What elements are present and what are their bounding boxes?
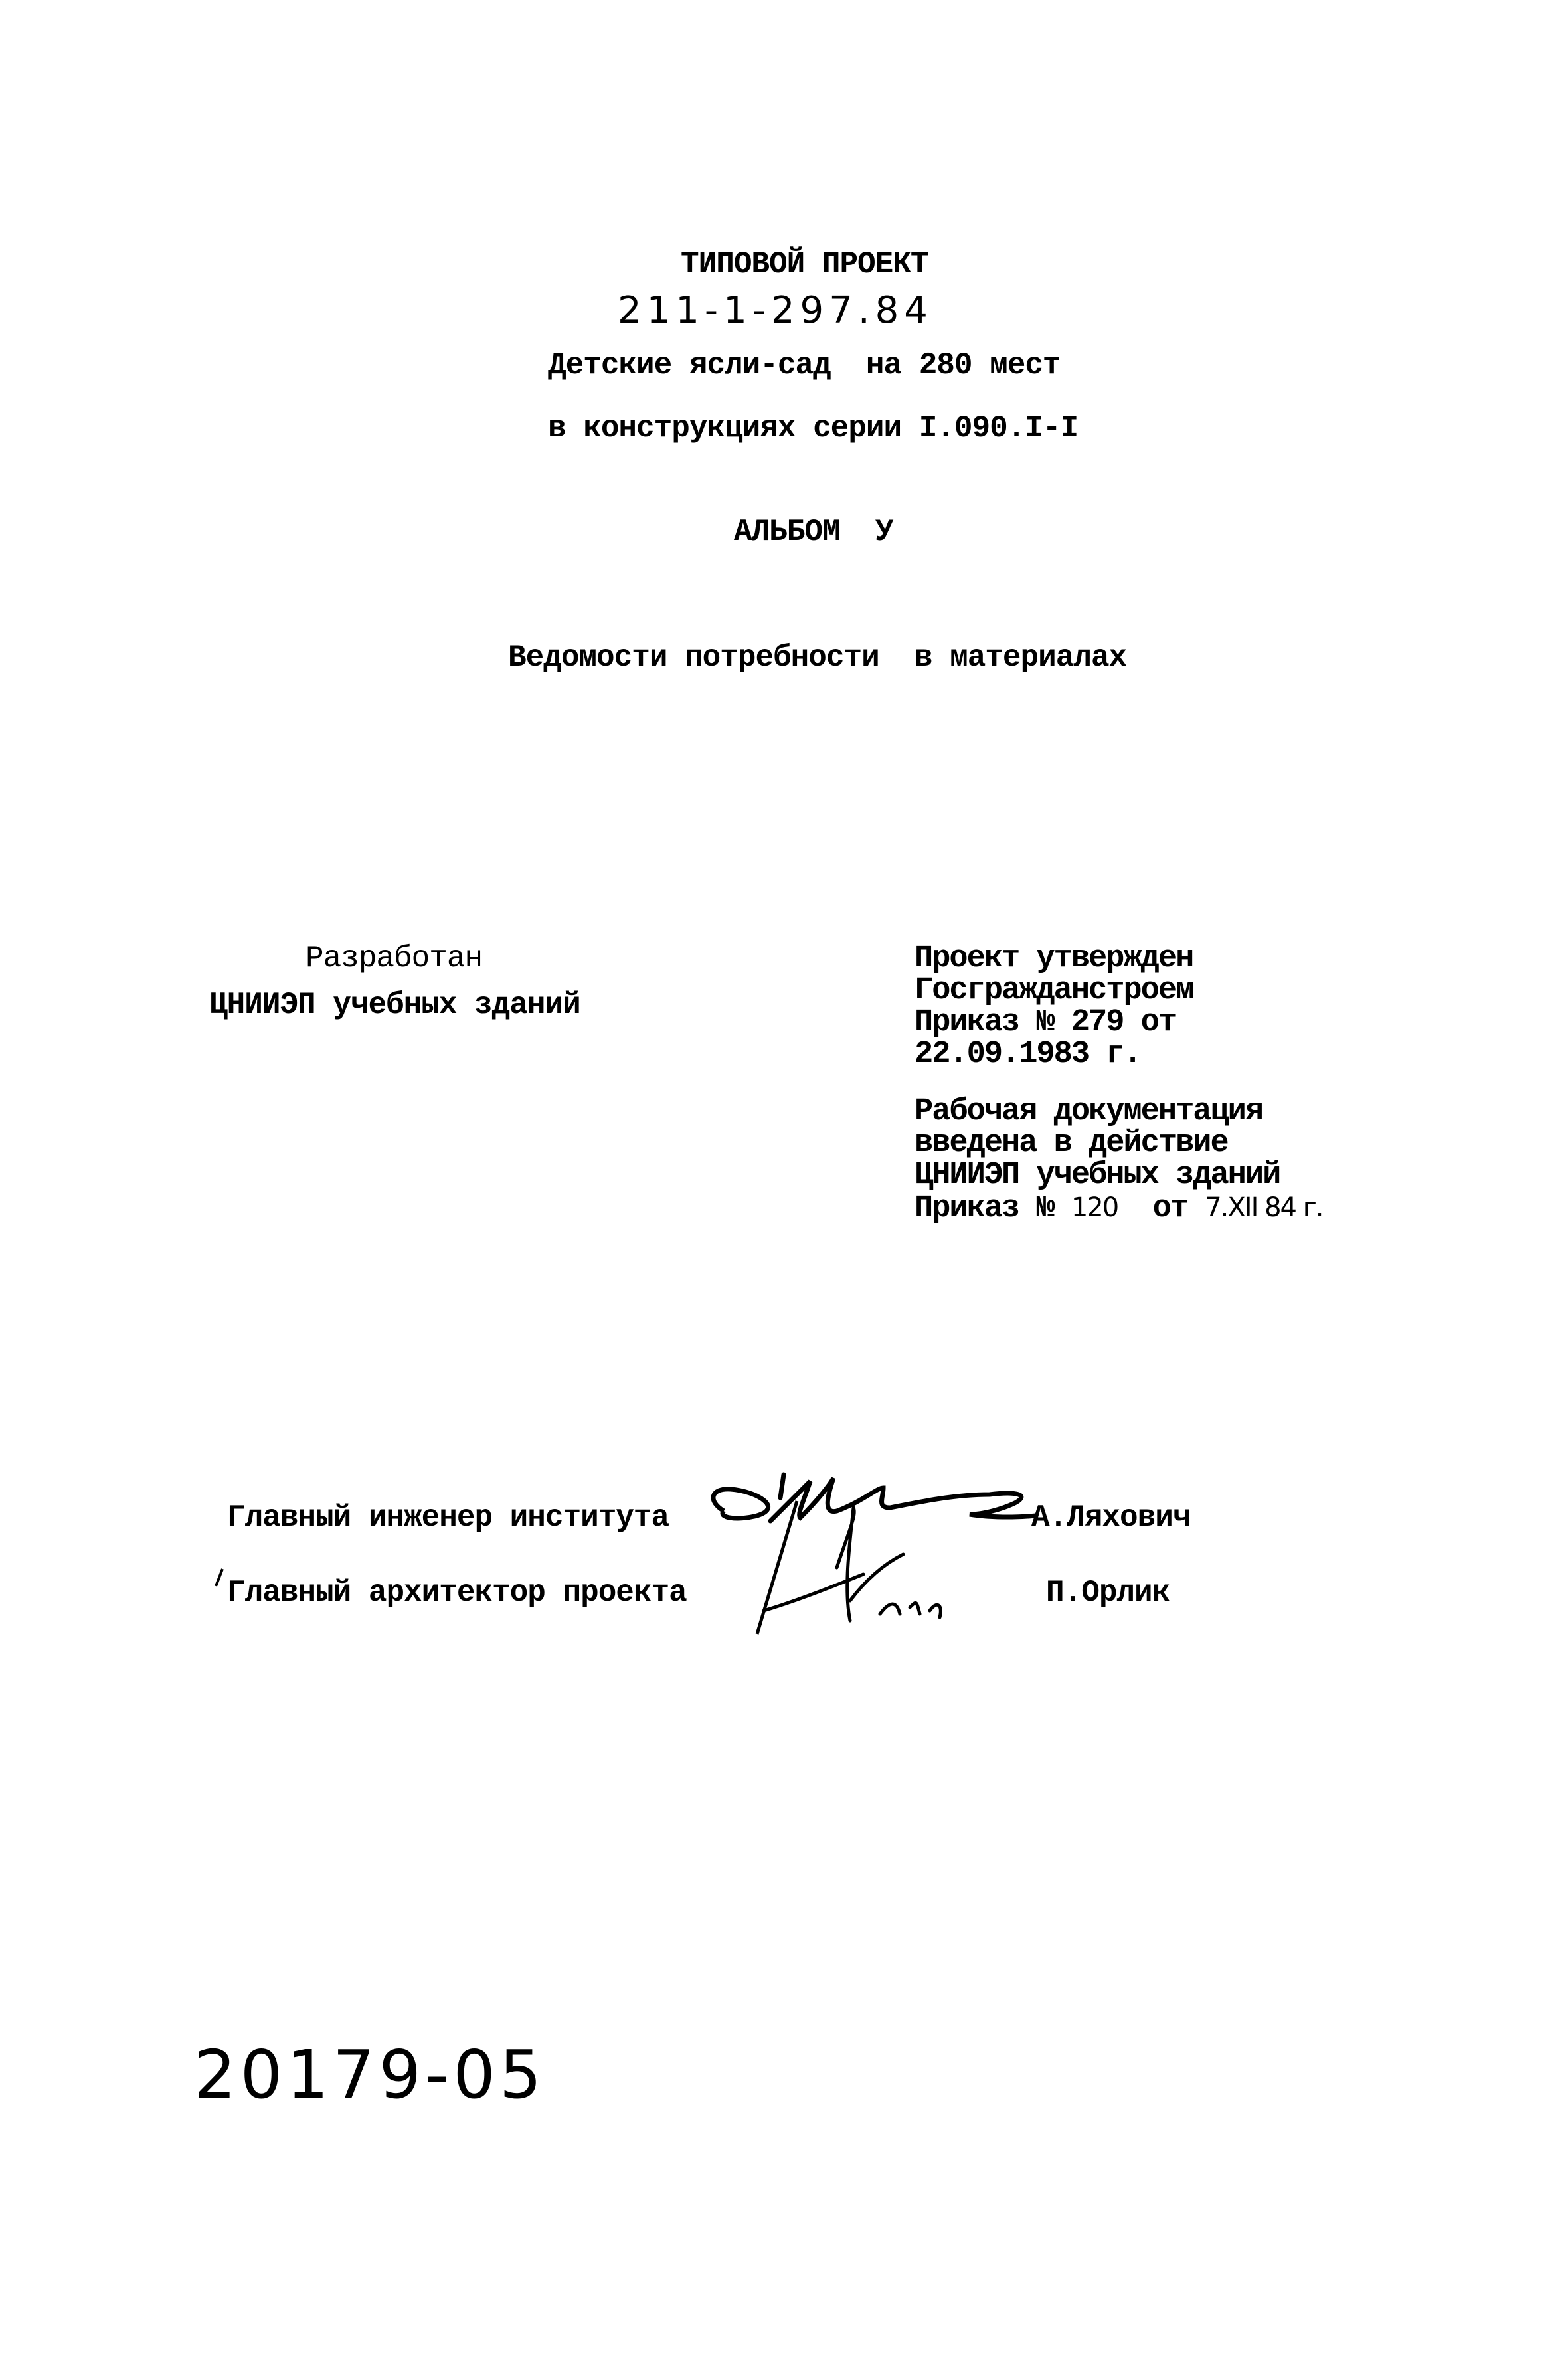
enactment-line: Рабочая документация [915, 1094, 1263, 1129]
doc-type-title: ТИПОВОЙ ПРОЕКТ [681, 247, 928, 282]
signature-role-chief-architect: Главный архитектор проекта [227, 1576, 687, 1610]
approval-line: Приказ № 279 от [915, 1005, 1176, 1040]
enactment-block [915, 1096, 1322, 1225]
order-date-prefix: от [1118, 1191, 1205, 1226]
inventory-number: 20179-05 [194, 2036, 546, 2114]
enactment-line: ЦНИИЭП учебных зданий [915, 1158, 1280, 1193]
developer-label: Разработан [305, 941, 483, 976]
developer-org: ЦНИИЭП учебных зданий [209, 988, 580, 1022]
margin-tick-mark [213, 1568, 226, 1587]
approval-line: Госгражданстроем [915, 973, 1193, 1008]
project-subtitle-2: в конструкциях серии I.090.I-I [548, 411, 1079, 446]
approval-line: Проект утвержден [915, 941, 1193, 976]
signature-name-chief-engineer: А.Ляхович [1031, 1500, 1191, 1535]
project-number: 211-1-297.84 [618, 289, 933, 332]
project-subtitle-1: Детские ясли-сад на 280 мест [548, 348, 1061, 383]
album-title: Ведомости потребности в материалах [508, 640, 1127, 675]
signature-role-chief-engineer: Главный инженер института [227, 1500, 669, 1535]
order-prefix: Приказ № [915, 1191, 1071, 1226]
order-number: 120 [1071, 1192, 1118, 1223]
order-date: 7.XII 84 г. [1205, 1192, 1323, 1223]
album-number: АЛЬБОМ У [734, 515, 893, 549]
approval-line: 22.09.1983 г. [915, 1037, 1141, 1072]
approval-block [915, 943, 1193, 1071]
signature-name-chief-architect: П.Орлик [1046, 1576, 1170, 1610]
enactment-line: введена в действие [915, 1126, 1228, 1161]
handwritten-signature-2 [717, 1488, 996, 1641]
